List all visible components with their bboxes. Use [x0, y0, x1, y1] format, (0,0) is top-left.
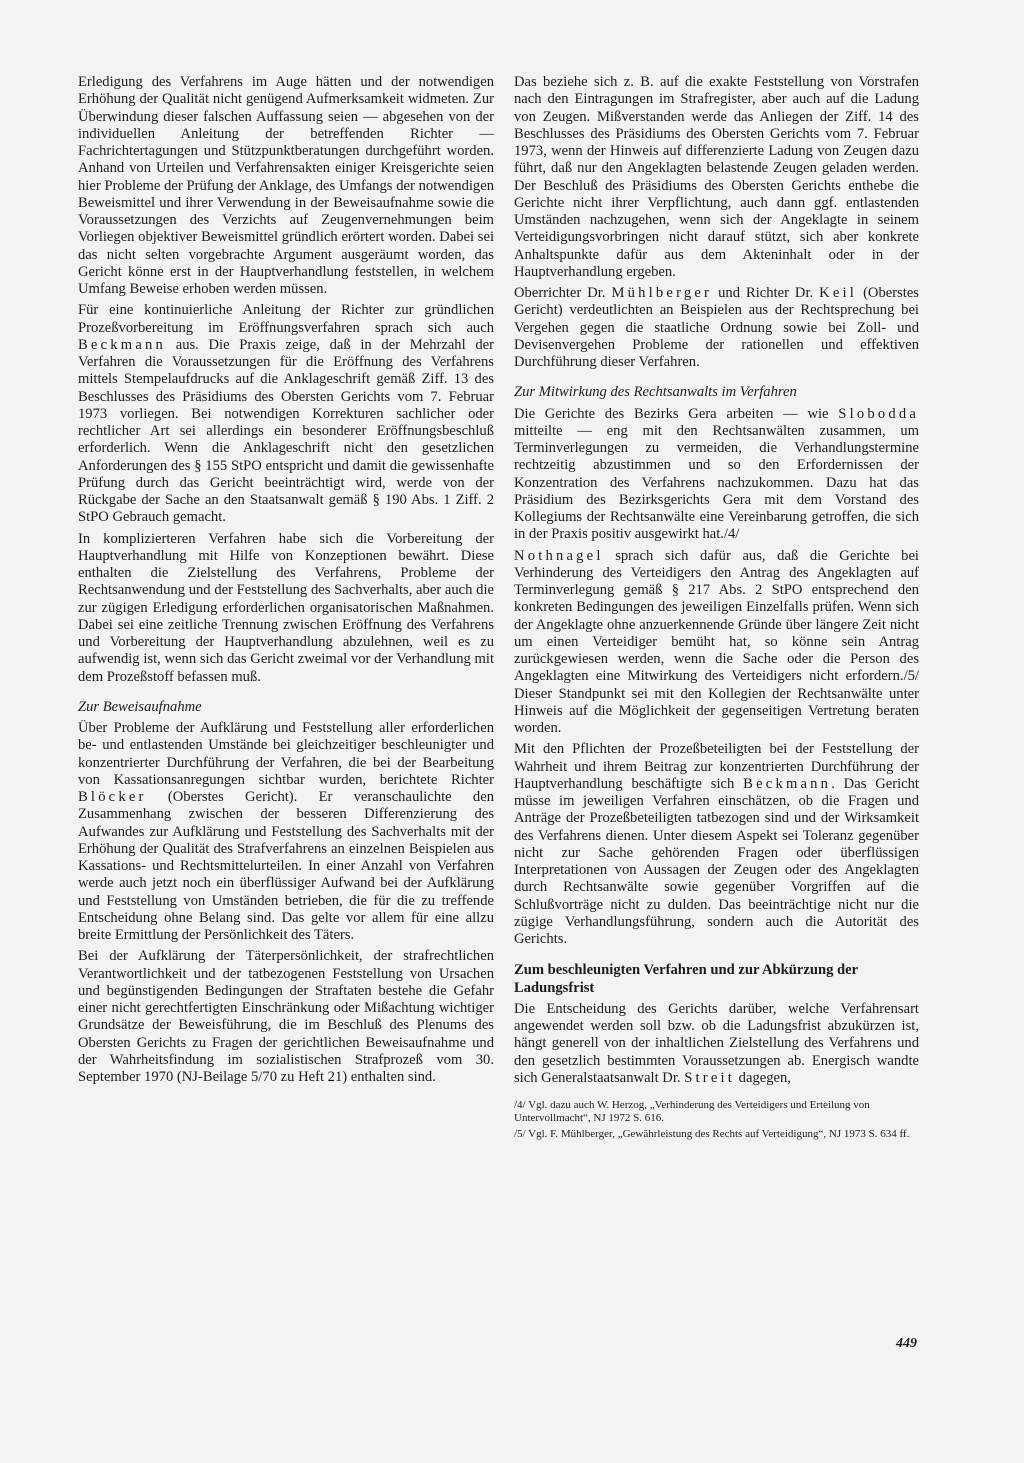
paragraph: Die Entscheidung des Gerichts darüber, welche Verfahrensart angewendet werden soll bzw. ob die Ladungsfrist abzukürzen ist, hängt generell von der inhaltlichen Zielstellung des Verfahrens und den gesetzlich bestimmten Voraussetzungen ab. Energisch wandte sich Generalstaatsanwalt Dr. Streit dagegen, — [514, 1000, 919, 1086]
paragraph: Oberrichter Dr. Mühlberger und Richter Dr. Keil (Oberstes Gericht) verdeutlichten an Beispielen aus der Rechtsprechung bei Vergehen gegen die staatliche Ordnung sowie bei Zoll- und Devisenvergehen Probleme der rationellen und effektiven Durchführung dieser Verfahren. — [514, 285, 919, 370]
paragraph: Für eine kontinuierliche Anleitung der Richter zur gründlichen Prozeßvorbereitung im Eröffnungsverfahren sprach sich auch Beckmann aus. Die Praxis zeige, daß in der Mehrzahl der Verfahren die Voraussetzungen für die Eröffnung des Verfahrens mittels Stempelaufdrucks auf die Anklageschrift gemäß Ziff. 13 des Beschlusses des Präsidiums des Obersten Gerichts vom 7. Februar 1973 vorliegen. Bei notwendigen Korrekturen sachlicher oder rechtlicher Art sei allerdings ein besonderer Eröffnungsbeschluß erforderlich. Wenn die Anklageschrift nicht den gesetzlichen Anforderungen des § 155 StPO entspricht und damit die gewissenhafte Prüfung durch das Gericht beeinträchtigt wird, werde von der Rückgabe der Sache an den Staatsanwalt gemäß § 190 Abs. 1 Ziff. 2 StPO Gebrauch gemacht. — [78, 302, 494, 526]
right-column — [514, 74, 919, 1144]
section-heading: Zur Mitwirkung des Rechtsanwalts im Verfahren — [514, 384, 797, 401]
paragraph: Nothnagel sprach sich dafür aus, daß die Gerichte bei Verhinderung des Verteidigers den Antrag des Angeklagten auf Terminverlegung gemäß § 217 Abs. 2 StPO entsprechend den konkreten Bedingungen des jeweiligen Einzelfalls prüfen. Wenn sich der Angeklagte ohne anzuerkennende Gründe über längere Zeit nicht um einen Verteidiger bemüht hat, so könne sein Antrag zurückgewiesen werden, wenn die Sache oder die Person des Angeklagten eine Mitwirkung des Verteidigers nicht erfordern./5/ Dieser Standpunkt sei mit den Kollegien der Rechtsanwälte unter Hinweis auf die Möglichkeit der gegenseitigen Vertretung beraten worden. — [514, 547, 919, 736]
paragraph: Bei der Aufklärung der Täterpersönlichkeit, der strafrechtlichen Verantwortlichkeit und der tatbezogenen Feststellung von Ursachen und begünstigenden Bedingungen der Straftaten bestehe die Gefahr einer nicht gerechtfertigten Einschränkung oder Mißachtung wichtiger Grundsätze der Beweisführung, die im Beschluß des Plenums des Obersten Gerichts zu Fragen der gerichtlichen Beweisaufnahme und der Wahrheitsfindung im sozialistischen Strafprozeß vom 30. September 1970 (NJ-Beilage 5/70 zu Heft 21) enthalten sind. — [78, 948, 494, 1085]
left-column — [78, 74, 494, 1090]
paragraph: In komplizierteren Verfahren habe sich die Vorbereitung der Hauptverhandlung mit Hilfe von Konzeptionen bewährt. Diese enthalten die Zielstellung des Verfahrens, Probleme der Rechtsanwendung und der Feststellung des Sachverhalts, aber auch die zur zügigen Erledigung erforderlichen organisatorischen Maßnahmen. Dabei sei eine zeitliche Trennung zwischen Eröffnung des Verfahrens und Vorbereitung der Hauptverhandlung abzulehnen, weil es zu aufwendig ist, wenn sich das Gericht zweimal vor der Verhandlung mit dem Prozeßstoff befassen muß. — [78, 530, 494, 685]
paragraph: Die Gerichte des Bezirks Gera arbeiten — wie Slobodda mitteilte — eng mit den Rechtsanwälten zusammen, um Terminverlegungen zu vermeiden, die Verhandlungstermine rechtzeitig abzustimmen und so den Erfordernissen der Konzentration des Verfahrens nachzukommen. Dazu hat das Präsidium des Bezirksgerichts Gera mit dem Vorstand des Kollegiums der Rechtsanwälte eine Vereinbarung getroffen, die sich in der Praxis positiv ausgewirkt hat./4/ — [514, 405, 919, 543]
footnote: /4/ Vgl. dazu auch W. Herzog, „Verhinderung des Verteidigers und Erteilung von Untervollmacht“, NJ 1972 S. 616. — [514, 1099, 870, 1124]
section-heading: Zur Beweisaufnahme — [78, 698, 202, 715]
footnote: /5/ Vgl. F. Mühlberger, „Gewährleistung des Rechts auf Verteidigung“, NJ 1973 S. 634 ff. — [514, 1128, 910, 1140]
paragraph: Das beziehe sich z. B. auf die exakte Feststellung von Vorstrafen nach den Eintragungen im Strafregister, aber auch auf die Ladung von Zeugen. Mißverstanden werde das Anliegen der Ziff. 14 des Beschlusses des Präsidiums des Obersten Gerichts vom 7. Februar 1973, wenn der Hinweis auf differenzierte Ladung von Zeugen dazu führt, daß nur den Angeklagten belastende Zeugen geladen werden. Der Beschluß des Präsidiums des Obersten Gerichts enthebe die Gerichte nicht ihrer Verpflichtung, auch dann ggf. entlastenden Umständen nachzugehen, wenn sich der Angeklagte in seinem Verteidigungsvorbringen nicht darauf stützt, sich aber konkrete Anhaltspunkte dafür aus dem Akteninhalt oder in der Hauptverhandlung ergeben. — [514, 74, 919, 280]
paragraph: Erledigung des Verfahrens im Auge hätten und der notwendigen Erhöhung der Qualität nicht genügend Aufmerksamkeit widmeten. Zur Überwindung dieser falschen Auffassung seien — abgesehen von der individuellen Anleitung der betreffenden Richter — Fachrichtertagungen und Stützpunktberatungen durchgeführt worden. Anhand von Urteilen und Verfahrensakten einiger Kreisgerichte seien hier Probleme der Prüfung der Anklage, des Umfangs der notwendigen Beweismittel und ihrer Verwendung in der Beweisaufnahme sowie die Voraussetzungen des Verzichts auf Zeugenvernehmungen beim Vorliegen objektiver Beweismittel gründlich erörtert worden. Dabei sei das nicht selten vorgebrachte Argument ausgeräumt worden, das Gericht könne erst in der Hauptverhandlung feststellen, in welchem Umfang Beweise erhoben werden müssen. — [78, 74, 494, 297]
paragraph: Mit den Pflichten der Prozeßbeteiligten bei der Feststellung der Wahrheit und ihrem Beitrag zur konzentrierten Durchführung der Hauptverhandlung beschäftigte sich Beckmann. Das Gericht müsse im jeweiligen Verfahren einschätzen, ob die Fragen und Anträge der Prozeßbeteiligten tatbezogen sind und der Wirksamkeit des Verfahrens dienen. Unter diesem Aspekt sei Toleranz gegenüber nicht zur Sache gehörenden Fragen oder überflüssigen Interpretationen von Aussagen der Zeugen oder des Angeklagten durch Rechtsanwälte sowie gegenüber Vorgriffen auf die Schlußvorträge nicht zu dulden. Das beeinträchtige nicht nur die zügige Verhandlungsführung, sondern auch die Autorität des Gerichts. — [514, 741, 919, 947]
page-number: 449 — [896, 1336, 917, 1351]
footnotes — [514, 1099, 919, 1141]
section-heading: Zum beschleunigten Verfahren und zur Abkürzung der Ladungsfrist — [514, 962, 858, 996]
paragraph: Über Probleme der Aufklärung und Feststellung aller erforderlichen be- und entlastenden Umstände bei gleichzeitiger beschleunigter und konzentrierter Durchführung der Verfahren, die bei der Bearbeitung von Kassationsanregungen sichtbar wurden, berichtete Richter Blöcker (Oberstes Gericht). Er veranschaulichte den Zusammenhang zwischen der besseren Differenzierung des Aufwandes zur Aufklärung und Feststellung des Sachverhalts mit der Erhöhung der Qualität des Strafverfahrens an einzelnen Beispielen aus Kassations- und Rechtsmittelurteilen. In einer Anzahl von Verfahren werde auch jetzt noch ein überflüssiger Aufwand bei der Aufklärung und Feststellung von Umständen betrieben, die für die zu treffende Entscheidung ohne Belang sind. Das gelte vor allem für eine allzu breite Ermittlung der Persönlichkeit des Täters. — [78, 720, 494, 943]
